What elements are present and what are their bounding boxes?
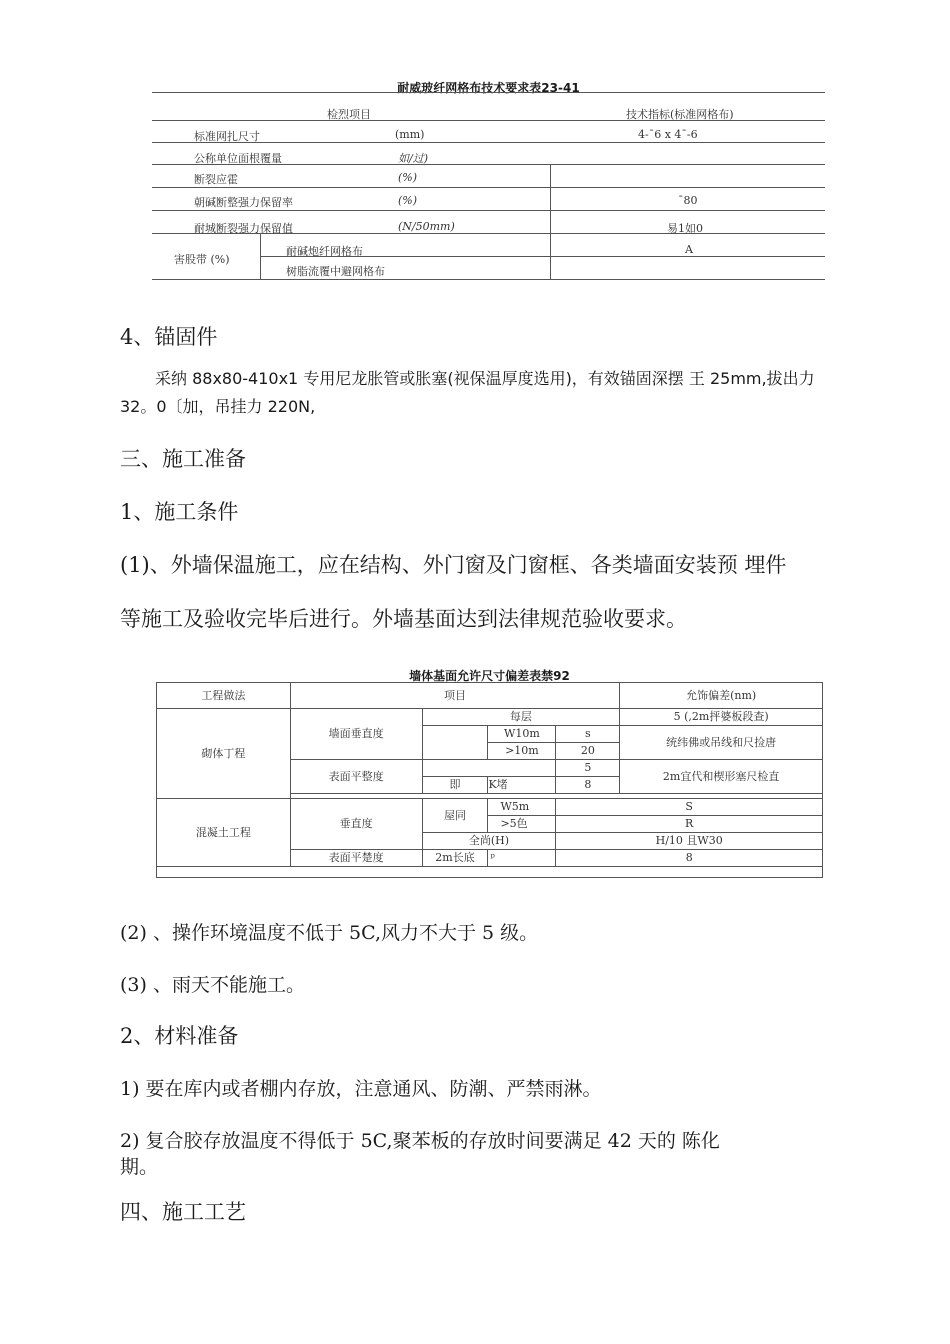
table1-caption: 耐威玻纤网格布技术要求表23-41	[397, 81, 580, 95]
table2-header-method: 工程做法	[157, 683, 291, 709]
table1-row-name: 断裂应霍	[194, 173, 238, 186]
table2-gt5-value: R	[556, 816, 823, 833]
table1-group-sub1-value: A	[685, 243, 693, 256]
table1-row-value: ˉ80	[678, 194, 698, 207]
table1-row-unit: (%)	[398, 171, 418, 184]
table1-group-label: 害股带 (%)	[174, 253, 230, 266]
table2-le5: W5m	[488, 799, 556, 816]
material2-line1: 2) 复合胶存放温度不得低于 5C,聚苯板的存放时间要满足 42 天的 陈化	[120, 1130, 720, 1152]
table2-concrete: 混凝土工程	[157, 799, 291, 867]
table1-row-unit: (%)	[398, 194, 418, 207]
table2-each-floor-value: 5 (,2m抨婆板段查)	[620, 709, 823, 726]
section-process-title: 四、施工工艺	[120, 1200, 246, 1224]
table2-floor-height: 屋同	[422, 799, 488, 833]
table2-masonry: 砌体丁程	[157, 709, 291, 799]
table2	[156, 682, 823, 878]
anchor-paragraph-line1: 采纳 88x80-410x1 专用尼龙胀管或胀塞(视保温厚度选用)，有效锚固深摆 王 25mm,拔出力	[155, 369, 815, 388]
material1: 1) 要在库内或者棚内存放，注意通风、防潮、严禁雨淋。	[120, 1078, 602, 1100]
table2-gt10: >10m	[488, 743, 556, 760]
table2-gt10-value: 20	[556, 743, 620, 760]
table2-total-height-value: H/10 且W30	[556, 833, 823, 850]
anchor-paragraph-line2: 32。0〔加，吊挂力 220N,	[120, 397, 316, 416]
table2-sf-value2: 8	[556, 777, 620, 794]
table2-ruler-2m: 2m长底	[422, 850, 488, 867]
condition1-line2: 等施工及验收完毕后进行。外墙基面达到法律规范验收要求。	[120, 607, 687, 631]
condition3: (3) 、雨天不能施工。	[120, 974, 305, 996]
table2-sf-value1: 5	[556, 760, 620, 777]
table2-total-height: 全尚(H)	[422, 833, 556, 850]
table1-row-name: 朝碱断整强力保留率	[194, 196, 293, 209]
condition2: (2) 、操作环境温度不低于 5C,风力不大于 5 级。	[120, 922, 539, 944]
table1-row-unit: 如/过)	[398, 152, 428, 165]
condition1-line1: (1)、外墙保温施工，应在结构、外门窗及门窗框、各类墙面安装预 埋件	[120, 553, 787, 577]
table2-method1: 统纬佛或吊线和尺捡唐	[620, 726, 823, 760]
table1-row-value: 4-ˉ6 x 4ˉ-6	[638, 128, 698, 141]
table2-vertical: 垂直度	[290, 799, 422, 850]
subsection-conditions-title: 1、施工条件	[120, 500, 239, 524]
table2-sf-a: 即	[422, 777, 488, 794]
table2-header-item: 项目	[290, 683, 620, 709]
table2-le10-value: s	[556, 726, 620, 743]
table2-gt5: >5色	[488, 816, 556, 833]
table2-method2: 2m宜代和楔形塞尺检直	[620, 760, 823, 794]
table2-le5-value: S	[556, 799, 823, 816]
table2-sf-b: K堵	[488, 777, 556, 794]
table1-row-name: 标准网扎尺寸	[194, 130, 260, 143]
table1-group-sub2: 树脂流覆中避网格布	[286, 265, 385, 278]
table2-surface-flatness: 表面平整度	[290, 760, 422, 794]
section-anchor-title: 4、锚固件	[120, 325, 218, 349]
table2-caption: 墙体基面允许尺寸偏差表禁92	[409, 669, 570, 683]
table1-row-name: 公称单位面根覆量	[194, 152, 282, 165]
material2-line2: 期。	[120, 1156, 159, 1178]
table1-header-spec: 技术指标(标准网格布)	[626, 108, 734, 121]
table2-header-tolerance: 允饰偏差(nm)	[620, 683, 823, 709]
table1-row-value: 易1如0	[667, 222, 703, 235]
table1-row-unit: (mm)	[395, 128, 425, 141]
subsection-materials-title: 2、材料准备	[120, 1024, 239, 1048]
table1	[152, 92, 825, 281]
section-prep-title: 三、施工准备	[120, 447, 246, 471]
table2-tick-mark: ᵖ	[488, 850, 556, 867]
table2-ruler-value: 8	[556, 850, 823, 867]
table1-group-sub1: 耐碱炮纤网格布	[286, 245, 363, 258]
table1-row-name: 耐城断裂强力保留值	[194, 222, 293, 235]
table1-header-item: 检烈项目	[327, 108, 371, 121]
table2-surface-flatness-2: 表面平楚度	[290, 850, 422, 867]
table2-each-floor: 每层	[422, 709, 620, 726]
table2-le10: W10m	[488, 726, 556, 743]
table1-row-unit: (N/50mm)	[398, 220, 455, 233]
table2-wall-vertical: 墙面垂直度	[290, 709, 422, 760]
